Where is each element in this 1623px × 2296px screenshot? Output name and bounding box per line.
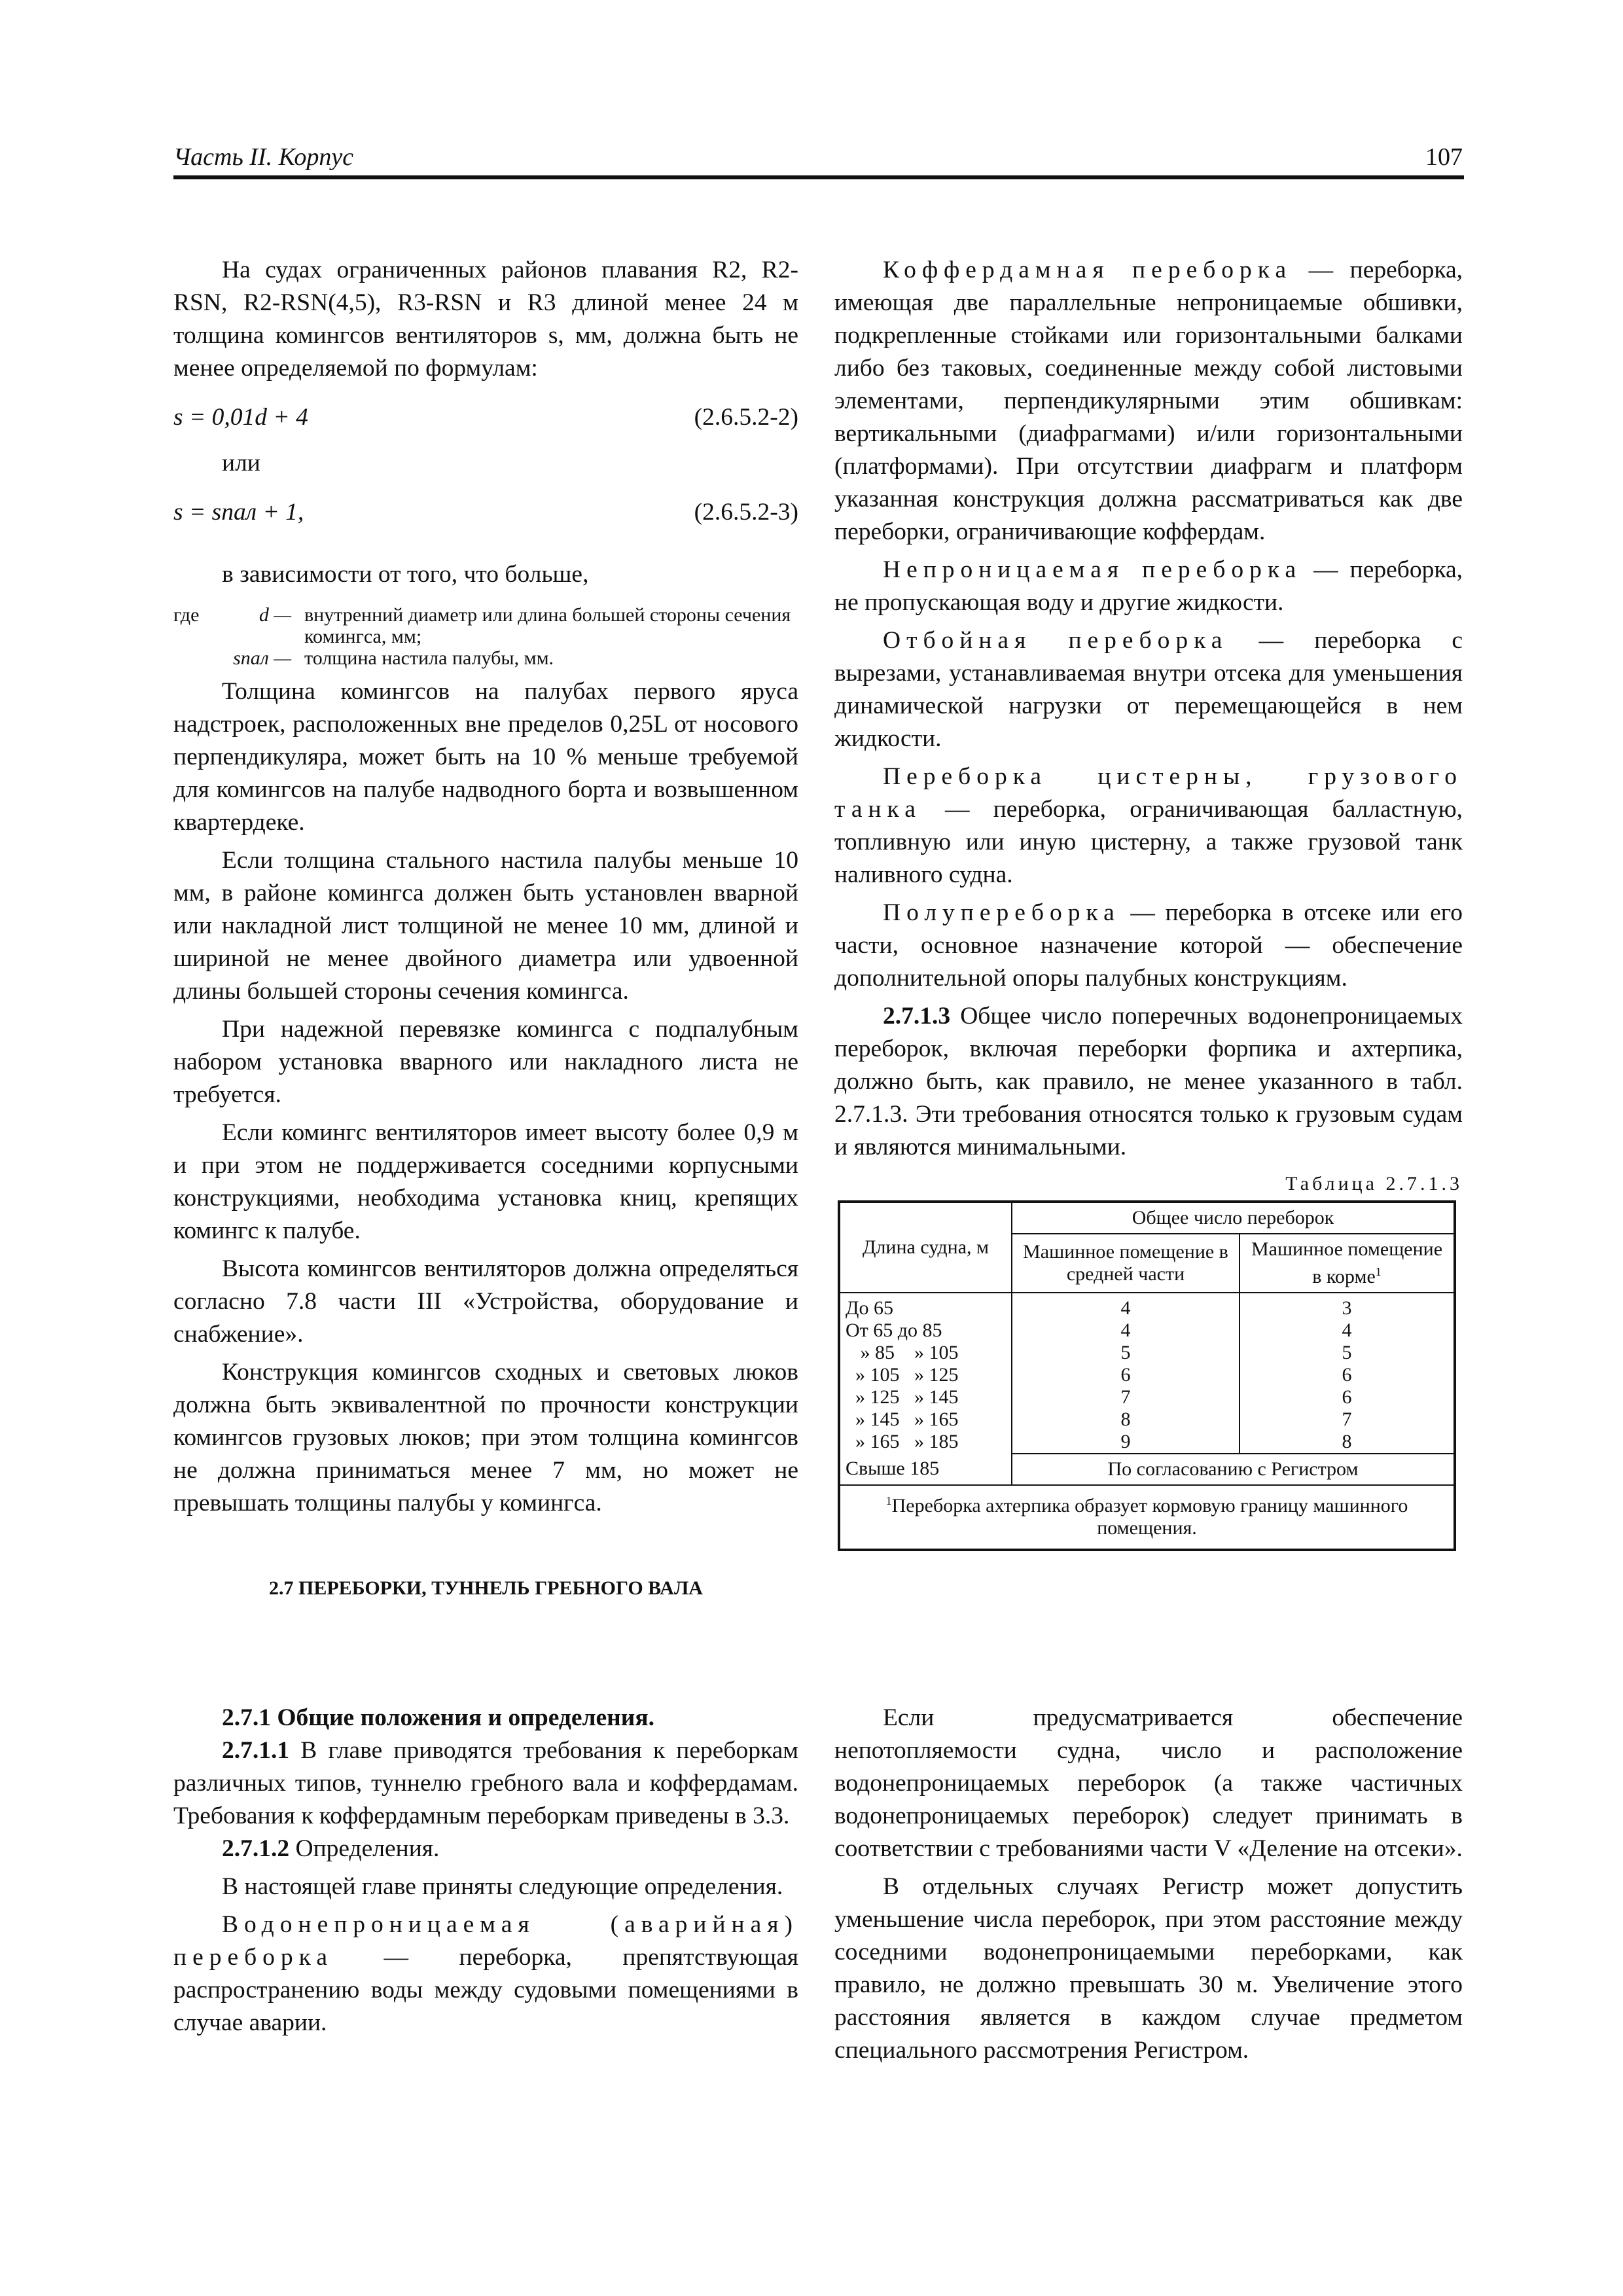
term: Непроницаемая переборка [883, 556, 1302, 583]
term: Коффердамная переборка [883, 257, 1293, 283]
header-text: Машинное помещение в корме [1251, 1238, 1443, 1287]
count-value: 6 [1120, 1364, 1131, 1386]
paragraph-superstructure: Толщина комингсов на палубах первого яруса надстроек, расположенных вне пределов 0,25L от носового перпендикуляра, может быть на 10 % меньше требуемой для комингсов на палубе надводного борта и возвышенном квартердеке. [173, 678, 798, 836]
count-value: 7 [1120, 1386, 1131, 1408]
count-value: 4 [1120, 1297, 1131, 1319]
section-title: 2.7 ПЕРЕБОРКИ, ТУННЕЛЬ ГРЕБНОГО ВАЛА [269, 1577, 703, 1599]
count-value: 9 [1120, 1431, 1131, 1452]
paragraph-brackets: Если комингс вентиляторов имеет высоту более 0,9 м и при этом не поддерживается соседними корпусными конструкциями, необходима установка книц, крепящих комингс к палубе. [173, 1119, 798, 1244]
length-value: » 125 » 145 [846, 1386, 959, 1408]
clause-text: Общее число поперечных водонепроницаемых переборок, включая переборки форпика и ахтерпика, должно быть, как правило, не менее указанного в табл. 2.7.1.3. Эти требования относятся только к грузовым судам и являются минимальными. [834, 1003, 1463, 1160]
aft-values-cell [1240, 1293, 1455, 1454]
count-value: 8 [1342, 1431, 1352, 1452]
symbol-s: sпал — [233, 647, 291, 669]
paragraph-register-reduction: В отдельных случаях Регистр может допустить уменьшение числа переборок, при этом расстояние между соседними водонепроницаемыми переборками, как правило, не должно превышать 30 м. Увеличение этого расстояния является в каждом случае предметом специального рассмотрения Регистром. [834, 1873, 1463, 2064]
paragraph-2-7-1-1 [173, 1734, 798, 1833]
definition-text: — переборка, имеющая две параллельные непроницаемые обшивки, подкрепленные стойками или горизонтальными балками либо без таковых, соединенные между собой листовыми элементами, перпендикулярными этим обшивкам: вертикальными (диафрагмами) и/или горизонтальными (платформами). При отсутствии диафрагм и платформ указанная конструкция должна рассматриваться как две переборки, ограничивающие коффердам. [834, 257, 1463, 545]
length-value: До 65 [846, 1297, 893, 1319]
length-value: » 145 » 165 [846, 1408, 959, 1430]
left-column-lower [173, 1702, 798, 2039]
paragraph-hatch-coamings: Конструкция комингсов сходных и световых люков должна быть эквивалентной по прочности конструкции комингсов грузовых люков; при этом толщина комингсов не должна приниматься менее 7 мм, но может не превышать толщины палубы у комингса. [173, 1359, 798, 1516]
footnote-text: Переборка ахтерпика образует кормовую границу машинного помещения. [891, 1495, 1408, 1539]
left-column-upper [173, 254, 798, 1605]
formula-number: (2.6.5.2-2) [694, 404, 798, 431]
header-rule [173, 175, 1464, 179]
bulkhead-count-table [838, 1200, 1456, 1551]
term: Полупереборка [883, 899, 1120, 926]
right-column-upper [834, 254, 1463, 1551]
where-label: где [173, 604, 200, 626]
clause-number: 2.7.1.3 [883, 1003, 951, 1030]
count-value: 6 [1342, 1364, 1352, 1386]
page-number: 107 [1425, 143, 1463, 171]
table-header-row [839, 1202, 1455, 1234]
header-total-bulkheads: Общее число переборок [1012, 1202, 1455, 1234]
lengths-cell [839, 1293, 1012, 1454]
formula-number: (2.6.5.2-3) [694, 499, 798, 526]
definition-text: — переборка в отсеке или его части, основное назначение которой — обеспечение дополнительной опоры палубных конструкциям. [834, 899, 1463, 992]
header-machinery-aft [1240, 1234, 1455, 1293]
table-over-row [839, 1454, 1455, 1485]
formula-2-6-5-2-2 [173, 401, 798, 434]
formula-expression: s = 0,01d + 4 [173, 404, 308, 431]
definition-text: — переборка, ограничивающая балластную, топливную или иную цистерну, а также грузовой танк наливного судна. [834, 796, 1463, 888]
definition-text: — переборка, не пропускающая воду и другие жидкости. [834, 556, 1463, 616]
count-value: 8 [1120, 1408, 1131, 1430]
midship-values-cell [1012, 1293, 1240, 1454]
definition-tight [834, 554, 1463, 619]
table-footnote [839, 1485, 1455, 1550]
depending-text: в зависимости от того, что больше, [222, 561, 589, 588]
term: Переборка цистерны, грузового танка [834, 763, 1463, 823]
header-length: Длина судна, м [839, 1202, 1012, 1293]
paragraph-2-7-1-3 [834, 1000, 1463, 1164]
length-value: » 165 » 185 [846, 1431, 959, 1452]
definitions-intro: В настоящей главе приняты следующие определения. [222, 1873, 783, 1900]
count-value: 4 [1342, 1319, 1352, 1341]
paragraph-intro: На судах ограниченных районов плавания R2, R2-RSN, R2-RSN(4,5), R3-RSN и R3 длиной менее 24 м толщина комингсов вентиляторов s, мм, должна быть не менее определяемой по формулам: [173, 257, 798, 382]
clause-text: Определения. [295, 1835, 440, 1862]
table-caption: Таблица 2.7.1.3 [1285, 1173, 1463, 1194]
over-value: По согласованию с Регистром [1012, 1454, 1455, 1485]
clause-text: В главе приводятся требования к переборкам различных типов, туннелю гребного вала и коффердамам. Требования к коффердамным переборкам приведены в 3.3. [173, 1737, 799, 1829]
length-value: » 105 » 125 [846, 1364, 959, 1386]
count-value: 5 [1342, 1342, 1352, 1363]
footnote-marker: 1 [1375, 1265, 1382, 1278]
definition-partial [834, 897, 1463, 995]
definition-tank [834, 761, 1463, 891]
count-value: 6 [1342, 1386, 1352, 1408]
formula-2-6-5-2-3 [173, 496, 798, 529]
length-value: » 85 » 105 [846, 1342, 959, 1363]
where-block [173, 604, 798, 669]
footnote-mark: 1 [885, 1494, 892, 1507]
term: Отбойная переборка [883, 627, 1228, 654]
or-text: или [222, 450, 260, 476]
part-title: Часть II. Корпус [173, 143, 354, 171]
paragraph-deck-plating: Если толщина стального настила палубы меньше 10 мм, в районе комингса должен быть установлен вварной или накладной лист толщиной не менее 10 мм, длиной и шириной не менее двойного диаметра или удвоенной длины большей стороны сечения комингса. [173, 847, 798, 1005]
running-header [173, 143, 1463, 175]
term: Водонепроницаемая (аварийная) переборка [173, 1911, 798, 1971]
definition-cofferdam [834, 254, 1463, 548]
definition-text: — переборка с вырезами, устанавливаемая внутри отсека для уменьшения динамической нагрузки от перемещающейся в нем жидкости. [834, 627, 1463, 752]
symbol-d-description: внутренний диаметр или длина большей стороны сечения комингса, мм; [304, 604, 791, 647]
clause-number: 2.7.1.2 [222, 1835, 290, 1862]
definition-watertight [173, 1909, 798, 2039]
count-value: 4 [1120, 1319, 1131, 1341]
definition-text: — переборка, препятствующая распространению воды между судовыми помещениями в случае аварии. [173, 1944, 798, 2036]
count-value: 5 [1120, 1342, 1131, 1363]
paragraph-2-7-1-2 [173, 1833, 798, 1865]
table-footnote-row [839, 1485, 1455, 1550]
paragraph-height: Высота комингсов вентиляторов должна определяться согласно 7.8 части III «Устройства, оборудование и снабжение». [173, 1255, 798, 1348]
count-value: 3 [1342, 1297, 1352, 1319]
paragraph-connection: При надежной перевязке комингса с подпалубным набором установка вварного или накладного листа не требуется. [173, 1016, 798, 1108]
header-machinery-midship: Машинное помещение в средней части [1012, 1234, 1240, 1293]
formula-expression: s = sпал + 1, [173, 499, 304, 526]
count-value: 7 [1342, 1408, 1352, 1430]
symbol-d: d — [259, 604, 291, 626]
length-value: От 65 до 85 [846, 1319, 942, 1341]
symbol-s-description: толщина настила палубы, мм. [304, 647, 554, 669]
definition-swash [834, 624, 1463, 755]
heading-2-7-1: 2.7.1 Общие положения и определения. [222, 1704, 655, 1731]
over-label: Свыше 185 [839, 1454, 1012, 1485]
table-data-row [839, 1293, 1455, 1454]
clause-number: 2.7.1.1 [222, 1737, 290, 1764]
paragraph-unsinkability: Если предусматривается обеспечение непотопляемости судна, число и расположение водонепроницаемых переборок (а также частичных водонепроницаемых переборок) следует принимать в соответствии с требованиями части V «Деление на отсеки». [834, 1704, 1463, 1862]
right-column-lower [834, 1702, 1463, 2067]
